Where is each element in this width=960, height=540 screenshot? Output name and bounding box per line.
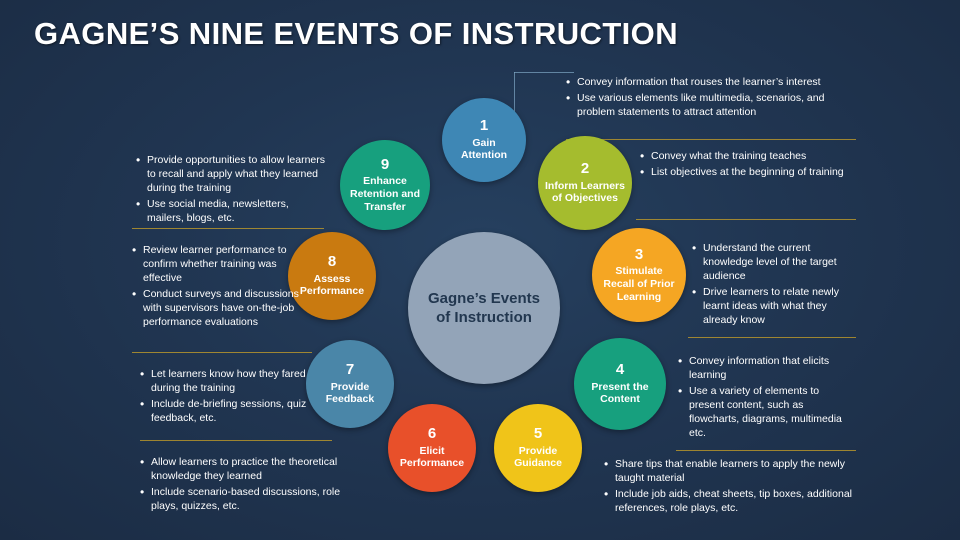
step-number: 3 <box>634 245 644 263</box>
step-number: 2 <box>580 160 590 178</box>
step-node-2[interactable] <box>538 136 632 230</box>
step-label: Provide Feedback <box>325 380 375 406</box>
callout-item: • Understand the current knowledge level of the target audience <box>692 242 858 284</box>
callout-item: • Include de-briefing sessions, quiz feedback, etc. <box>140 398 330 426</box>
step-label: Present the Content <box>591 380 649 406</box>
callout-item: • Drive learners to relate newly learnt ideas with what they already know <box>692 286 858 328</box>
callout-item: • Convey information that elicits learning <box>678 355 856 383</box>
callout-step-2 <box>640 150 856 182</box>
step-number: 4 <box>615 361 625 379</box>
callout-item: • Use a variety of elements to present content, such as flowcharts, diagrams, multimedia etc. <box>678 385 856 441</box>
divider-callout-8 <box>132 352 312 353</box>
divider-callout-3 <box>688 337 856 338</box>
step-node-6[interactable] <box>388 404 476 492</box>
center-hub-label: Gagne’s Events of Instruction <box>428 289 540 326</box>
step-node-4[interactable] <box>574 338 666 430</box>
leader-line-1 <box>514 72 574 73</box>
callout-step-7 <box>140 368 330 428</box>
step-node-1[interactable] <box>442 98 526 182</box>
callout-item: • Use various elements like multimedia, scenarios, and problem statements to attract attention <box>566 92 858 120</box>
step-label: Gain Attention <box>460 136 508 162</box>
callout-item: • Conduct surveys and discussions with supervisors have on-the-job performance evaluations <box>132 288 312 330</box>
callout-item: • Provide opportunities to allow learners to recall and apply what they learned during the training <box>136 154 326 196</box>
callout-step-4 <box>678 355 856 443</box>
callout-item: • Let learners know how they fared during the training <box>140 368 330 396</box>
callout-item: • List objectives at the beginning of training <box>640 166 856 180</box>
step-node-9[interactable] <box>340 140 430 230</box>
step-label: Elicit Performance <box>399 444 465 470</box>
step-label: Provide Guidance <box>514 444 562 470</box>
step-number: 5 <box>533 425 543 443</box>
divider-callout-1 <box>566 139 856 140</box>
callout-step-8 <box>132 244 312 332</box>
callout-item: • Convey information that rouses the learner’s interest <box>566 76 858 90</box>
divider-callout-4 <box>676 450 856 451</box>
step-label: Assess Performance <box>299 272 365 298</box>
callout-item: • Convey what the training teaches <box>640 150 856 164</box>
callout-item: • Include scenario-based discussions, role plays, quizzes, etc. <box>140 486 364 514</box>
callout-item: • Include job aids, cheat sheets, tip boxes, additional references, role plays, etc. <box>604 488 856 516</box>
step-label: Inform Learners of Objectives <box>545 179 625 205</box>
step-node-5[interactable] <box>494 404 582 492</box>
page-title: GAGNE’S NINE EVENTS OF INSTRUCTION <box>34 16 678 51</box>
callout-item: • Share tips that enable learners to apply the newly taught material <box>604 458 856 486</box>
step-number: 6 <box>427 425 437 443</box>
callout-step-3 <box>692 242 858 330</box>
step-number: 7 <box>345 361 355 379</box>
divider-callout-9 <box>132 228 324 229</box>
divider-callout-2 <box>636 219 856 220</box>
step-number: 1 <box>479 117 489 135</box>
step-number: 8 <box>327 253 337 271</box>
callout-step-6 <box>140 456 364 516</box>
step-label: Stimulate Recall of Prior Learning <box>603 265 675 303</box>
callout-step-5 <box>604 458 856 518</box>
callout-step-9 <box>136 154 326 228</box>
step-node-3[interactable] <box>592 228 686 322</box>
divider-callout-7 <box>140 440 332 441</box>
center-hub <box>408 232 560 384</box>
callout-item: • Review learner performance to confirm whether training was effective <box>132 244 312 286</box>
callout-item: • Allow learners to practice the theoretical knowledge they learned <box>140 456 364 484</box>
step-number: 9 <box>380 155 390 173</box>
step-label: Enhance Retention and Transfer <box>350 175 420 213</box>
callout-item: • Use social media, newsletters, mailers, blogs, etc. <box>136 198 326 226</box>
callout-step-1 <box>566 76 858 122</box>
